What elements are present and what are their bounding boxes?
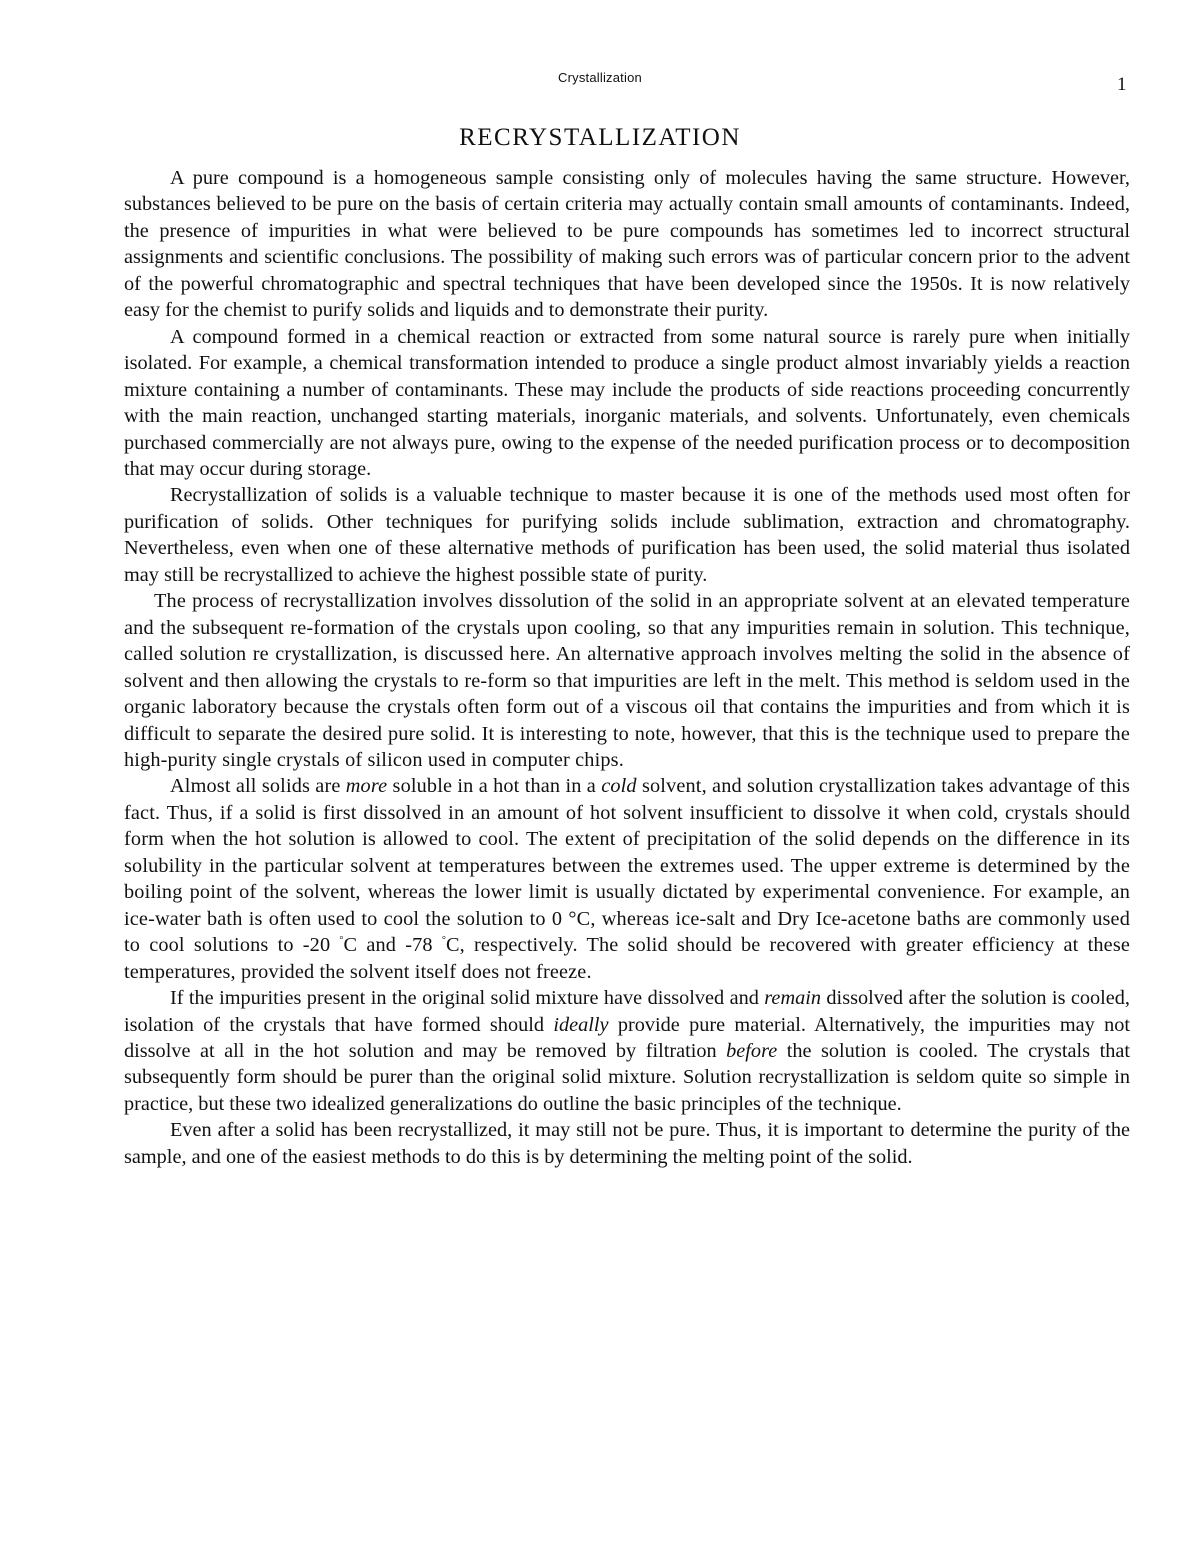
paragraph-2: A compound formed in a chemical reaction or extracted from some natural source is rarely pure when initially isolated. For example, a chemical transformation intended to produce a single product almost invariably yields a reaction mixture containing a number of contaminants. These may include the products of side reactions proceeding concurrently with the main reaction, unchanged starting materials, inorganic materials, and solvents. Unfortunately, even chemicals purchased commercially are not always pure, owing to the expense of the needed purification process or to decomposition that may occur during storage. xyxy=(124,325,1130,480)
body-text xyxy=(124,165,1130,1170)
paragraph-6-text: dissolved after the solution is cooled, isolation of the crystals that have formed should xyxy=(124,987,1130,1036)
running-header: Crystallization xyxy=(558,70,642,85)
paragraph-6-text: provide pure material. Alternatively, the impurities may not dissolve at all in the hot solution and may be removed by filtration xyxy=(124,1013,1130,1062)
paragraph-5-text: solvent, and solution crystallization takes advantage of this fact. Thus, if a solid is first dissolved in an amount of hot solvent insufficient to dissolve it when cold, crystals should form when the hot solution is allowed to cool. The extent of precipitation of the solid depends on the difference in its solubility in the particular solvent at temperatures between the extremes used. The upper extreme is determined by the boiling point of the solvent, whereas the lower limit is usually dictated by experimental convenience. For example, an ice-water bath is often used to cool the solution to 0 °C, whereas ice-salt and Dry Ice-acetone baths are commonly used to cool solutions to -20 xyxy=(124,775,1130,957)
paragraph-5-text: soluble in a hot than in a xyxy=(387,775,602,798)
emphasis-before: before xyxy=(726,1039,778,1062)
paragraph-4: The process of recrystallization involves dissolution of the solid in an appropriate solvent at an elevated temperature and the subsequent re-formation of the crystals upon cooling, so that any impurities remain in solution. This technique, called solution re crystallization, is discussed here. An alternative approach involves melting the solid in the absence of solvent and then allowing the crystals to re-form so that impurities are left in the melt. This method is seldom used in the organic laboratory because the crystals often form out of a viscous oil that contains the impurities and from which it is difficult to separate the desired pure solid. It is interesting to note, however, that this is the technique used to prepare the high-purity single crystals of silicon used in computer chips. xyxy=(124,590,1130,771)
paragraph-6-text: the solution is cooled. The crystals that subsequently form should be purer than the original solid mixture. Solution recrystallization is seldom quite so simple in practice, but these two idealized generalizations do outline the basic principles of the technique. xyxy=(124,1039,1130,1115)
page-title: RECRYSTALLIZATION xyxy=(459,124,741,151)
emphasis-more: more xyxy=(345,775,388,798)
paragraph-3: Recrystallization of solids is a valuable technique to master because it is one of the methods used most often for purification of solids. Other techniques for purifying solids include sublimation, extraction and chromatography. Nevertheless, even when one of these alternative methods of purification has been used, the solid material thus isolated may still be recrystallized to achieve the highest possible state of purity. xyxy=(124,484,1130,586)
emphasis-remain: remain xyxy=(764,987,822,1010)
emphasis-cold: cold xyxy=(601,775,637,798)
paragraph-6-text: If the impurities present in the original solid mixture have dissolved and xyxy=(170,987,765,1010)
emphasis-ideally: ideally xyxy=(553,1013,609,1036)
paragraph-5-text: C and -78 xyxy=(343,934,442,957)
paragraph-1: A pure compound is a homogeneous sample consisting only of molecules having the same structure. However, substances believed to be pure on the basis of certain criteria may actually contain small amounts of contaminants. Indeed, the presence of impurities in what were believed to be pure compounds has sometimes led to incorrect structural assignments and scientific conclusions. The possibility of making such errors was of particular concern prior to the advent of the powerful chromatographic and spectral techniques that have been developed since the 1950s. It is now relatively easy for the chemist to purify solids and liquids and to demonstrate their purity. xyxy=(124,167,1130,322)
paragraph-5-text: C, respectively. The solid should be recovered with greater efficiency at these temperatures, provided the solvent itself does not freeze. xyxy=(124,934,1131,983)
paragraph-5-text: Almost all solids are xyxy=(170,775,346,798)
paragraph-5 xyxy=(124,773,1130,985)
page-number: 1 xyxy=(1117,74,1127,95)
degree-symbol: ° xyxy=(441,935,446,947)
degree-symbol: ° xyxy=(339,935,344,947)
paragraph-6 xyxy=(124,985,1130,1117)
paragraph-7: Even after a solid has been recrystallized, it may still not be pure. Thus, it is important to determine the purity of the sample, and one of the easiest methods to do this is by determining the melting point of the solid. xyxy=(124,1119,1130,1168)
